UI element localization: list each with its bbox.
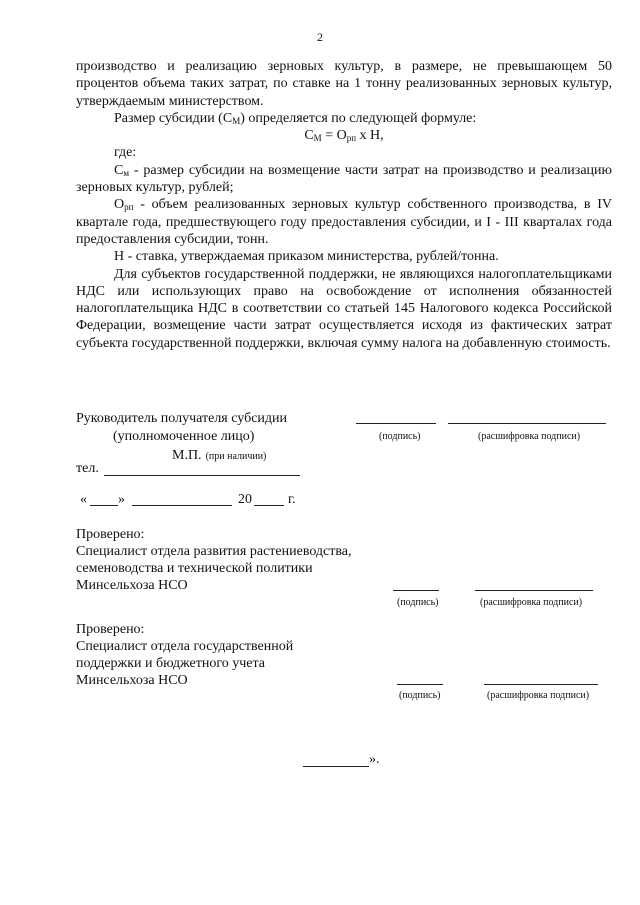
paragraph-3: Для субъектов государственной поддержки, не являющихся налогоплательщиками НДС или использующих право на освобождение от исполнения обязанностей налогоплательщика НДС в соответствии со статьей 145 Налогового кодекса Российской Федерации, возмещение части затрат осуществляется исходя из фактических затрат субъекта государственной поддержки, включая сумму налога на добавленную стоимость.: [76, 266, 612, 351]
checker-1-signature-caption: (подпись): [397, 597, 439, 608]
closing-mark: ».: [369, 752, 380, 767]
checker-1-signature-line[interactable]: [393, 590, 439, 591]
checker-1-decoding-caption: (расшифровка подписи): [480, 597, 583, 608]
checker-2-signature-line[interactable]: [397, 684, 443, 685]
signature-decoding-line[interactable]: [448, 423, 606, 424]
where-label: где:: [114, 145, 137, 161]
date-month-field[interactable]: [132, 505, 232, 506]
stamp-label: М.П. (при наличии): [172, 448, 267, 463]
checker-2-decoding-caption: (расшифровка подписи): [487, 690, 590, 701]
closing-line: [303, 766, 369, 767]
page-number: 2: [317, 30, 323, 44]
definition-orp: $О_{рп}$ - объем реализованных зерновых культур собственного производства, в IV квартале года, предшествующего году предоставления субсидии, и I - III кварталах года предоставления субсидии, тонн.: [76, 197, 612, 247]
authorized-person-label: (уполномоченное лицо): [113, 429, 255, 444]
date-close-quote: »: [118, 492, 125, 507]
checker-1-line-2: семеноводства и технической политики: [76, 561, 313, 576]
checker-2-signature-caption: (подпись): [399, 690, 441, 701]
paragraph-1: производство и реализацию зерновых культур, в размере, не превышающем 50 процентов объема таких затрат, по ставке на 1 тонну реализованных зерновых культур, утверждаемым министерством.: [76, 59, 612, 109]
document-body: [76, 58, 612, 352]
definition-cm: $С_м$ - размер субсидии на возмещение части затрат на производство и реализацию зерновых культур, рублей;: [76, 162, 612, 196]
signature-caption: (подпись): [379, 431, 421, 442]
date-year-prefix: 20: [238, 492, 252, 507]
checker-2-decoding-line[interactable]: [484, 684, 598, 685]
formula: $С_М = О_{рп}$ х Н,: [304, 128, 384, 144]
checked-label-2: Проверено:: [76, 622, 145, 637]
phone-field[interactable]: [104, 475, 300, 476]
checker-2-line-3: Минсельхоза НСО: [76, 673, 188, 688]
signature-line[interactable]: [356, 423, 436, 424]
checker-1-decoding-line[interactable]: [475, 590, 593, 591]
date-open-quote: «: [80, 492, 87, 507]
signature-decoding-caption: (расшифровка подписи): [478, 431, 581, 442]
checker-2-line-2: поддержки и бюджетного учета: [76, 656, 265, 671]
checker-1-line-3: Минсельхоза НСО: [76, 578, 188, 593]
checker-2-line-1: Специалист отдела государственной: [76, 639, 294, 654]
date-year-suffix: г.: [288, 492, 296, 507]
date-day-field[interactable]: [90, 505, 118, 506]
checked-label-1: Проверено:: [76, 527, 145, 542]
date-year-field[interactable]: [254, 505, 284, 506]
definition-n: Н - ставка, утверждаемая приказом министерства, рублей/тонна.: [114, 249, 499, 265]
recipient-head-label: Руководитель получателя субсидии: [76, 411, 288, 426]
phone-label: тел.: [76, 461, 99, 476]
checker-1-line-1: Специалист отдела развития растениеводства,: [76, 544, 352, 559]
paragraph-2: Размер субсидии $(С_М)$ определяется по следующей формуле:: [114, 110, 477, 126]
